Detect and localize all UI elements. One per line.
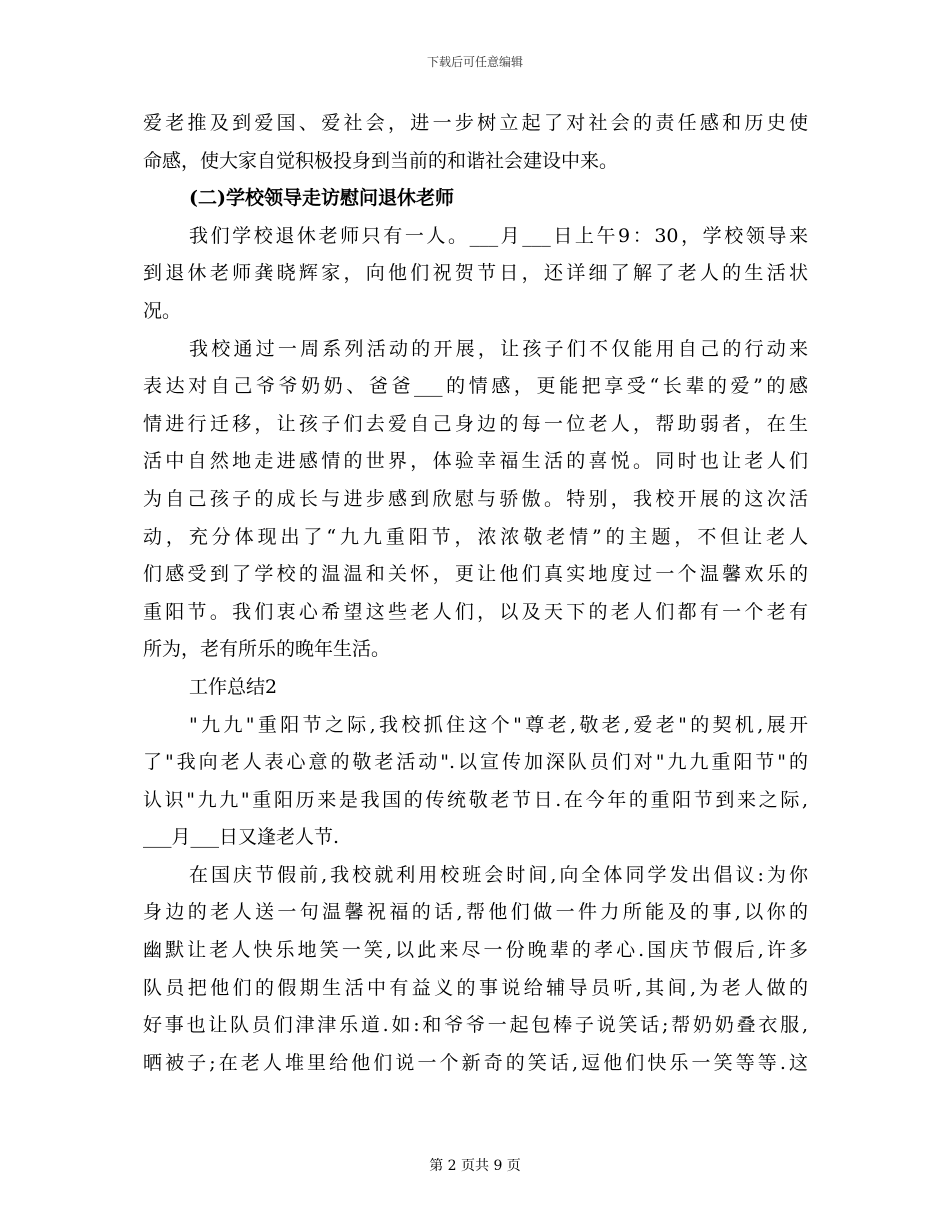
paragraph-line: 身边的老人送一句温馨祝福的话,帮他们做一件力所能及的事,以你的 bbox=[143, 901, 808, 924]
paragraph-line: 在国庆节假前,我校就利用校班会时间,向全体同学发出倡议:为你 bbox=[189, 863, 808, 886]
paragraph-line: 到退休老师龚晓辉家，向他们祝贺节日，还详细了解了老人的生活状 bbox=[143, 262, 808, 285]
document-body bbox=[143, 105, 808, 1082]
paragraph-line: 命感，使大家自觉积极投身到当前的和谐社会建设中来。 bbox=[143, 149, 619, 172]
paragraph-line: 好事也让队员们津津乐道.如:和爷爷一起包棒子说笑话;帮奶奶叠衣服, bbox=[143, 1014, 808, 1037]
paragraph-line: 动，充分体现出了“九九重阳节，浓浓敬老情”的主题，不但让老人 bbox=[143, 525, 808, 548]
paragraph-line: 况。 bbox=[143, 299, 182, 322]
paragraph-line: 为自己孩子的成长与进步感到欣慰与骄傲。特别，我校开展的这次活 bbox=[143, 487, 808, 510]
paragraph-line: 我们学校退休老师只有一人。___月___日上午9：30，学校领导来 bbox=[189, 224, 808, 247]
paragraph-line: 认识"九九"重阳历来是我国的传统敬老节日.在今年的重阳节到来之际, bbox=[143, 788, 808, 811]
paragraph-line: "九九"重阳节之际,我校抓住这个"尊老,敬老,爱老"的契机,展开 bbox=[189, 713, 808, 736]
paragraph-line: 活中自然地走进感情的世界，体验幸福生活的喜悦。同时也让老人们 bbox=[143, 450, 808, 473]
section-heading: (二)学校领导走访慰问退休老师 bbox=[189, 187, 454, 210]
paragraph-line: 队员把他们的假期生活中有益义的事说给辅导员听,其间,为老人做的 bbox=[143, 976, 808, 999]
page-footer: 第 2 页共 9 页 bbox=[429, 1158, 521, 1174]
paragraph-line: 晒被子;在老人堆里给他们说一个新奇的笑话,逗他们快乐一笑等等.这 bbox=[143, 1051, 808, 1074]
paragraph-line: 了"我向老人表心意的敬老活动".以宣传加深队员们对"九九重阳节"的 bbox=[143, 751, 808, 774]
paragraph-line: 重阳节。我们衷心希望这些老人们，以及天下的老人们都有一个老有 bbox=[143, 600, 808, 623]
paragraph-line: 表达对自己爷爷奶奶、爸爸___的情感，更能把享受“长辈的爱”的感 bbox=[143, 375, 808, 398]
paragraph-line: 爱老推及到爱国、爱社会，进一步树立起了对社会的责任感和历史使 bbox=[143, 112, 808, 134]
paragraph-line: ___月___日又逢老人节. bbox=[143, 826, 340, 849]
section-title: 工作总结2 bbox=[189, 675, 278, 698]
paragraph-line: 所为，老有所乐的晚年生活。 bbox=[143, 638, 391, 661]
paragraph-line: 幽默让老人快乐地笑一笑,以此来尽一份晚辈的孝心.国庆节假后,许多 bbox=[143, 939, 808, 962]
paragraph-line: 们感受到了学校的温温和关怀，更让他们真实地度过一个温馨欢乐的 bbox=[143, 563, 808, 586]
paragraph-line: 我校通过一周系列活动的开展，让孩子们不仅能用自己的行动来 bbox=[189, 337, 808, 360]
page-header: 下载后可任意编辑 bbox=[426, 55, 523, 69]
paragraph-line: 情进行迁移，让孩子们去爱自己身边的每一位老人，帮助弱者，在生 bbox=[143, 412, 808, 435]
